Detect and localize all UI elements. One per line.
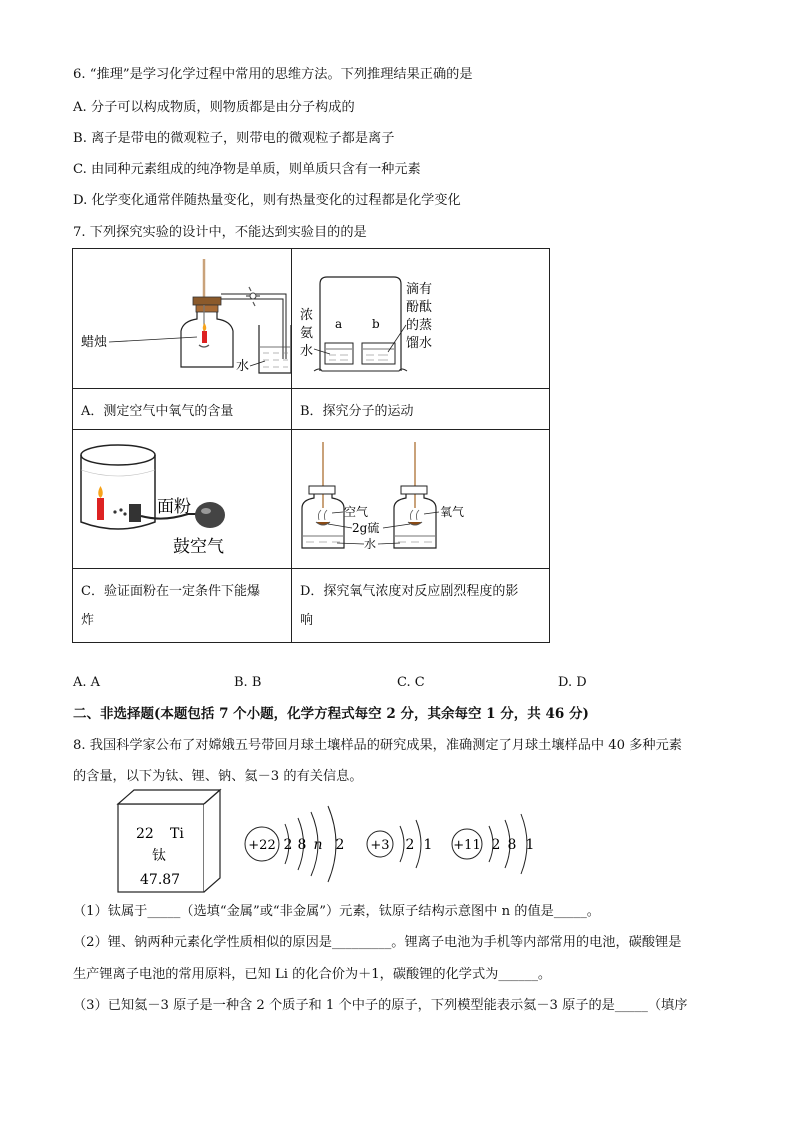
label-flour: 面粉 — [157, 497, 191, 517]
label-sulfur: 2g硫 — [352, 521, 380, 535]
section-heading: 二、非选择题(本题包括 7 个小题，化学方程式每空 2 分，其余每空 1 分，共 46 分) — [73, 706, 589, 722]
na-shell-2: 8 — [507, 837, 517, 853]
ti-atom-structure — [245, 806, 344, 882]
na-atom-structure — [452, 814, 534, 874]
atomic-info-figure — [110, 788, 550, 898]
label-air: 空气 — [344, 505, 369, 519]
label-ammonia-3: 水 — [300, 344, 314, 359]
caption-c-text-2: 炸 — [81, 613, 95, 628]
ti-nucleus: +22 — [248, 838, 276, 853]
caption-b-text: B．探究分子的运动 — [300, 404, 414, 419]
caption-a — [73, 389, 292, 430]
label-phenol-4: 馏水 — [406, 336, 433, 351]
na-nucleus: +11 — [453, 838, 481, 853]
element-name: 钛 — [152, 848, 166, 864]
q6-stem: 6. “推理”是学习化学过程中常用的思维方法。下列推理结果正确的是 — [73, 67, 473, 82]
li-shell-2: 1 — [423, 837, 433, 853]
caption-c — [73, 569, 292, 643]
label-phenol-3: 的蒸 — [406, 318, 433, 333]
q8-part-2-line-2: 生产锂离子电池的常用原料，已知 Li 的化合价为＋1，碳酸锂的化学式为______。 — [73, 967, 552, 982]
caption-c-text-1: C．验证面粉在一定条件下能爆 — [81, 584, 260, 599]
q8-part-2-line-1: （2）锂、钠两种元素化学性质相似的原因是_________。锂离子电池为手机等内部常用的电池，碳酸锂是 — [73, 935, 682, 950]
element-number: 22 — [136, 826, 154, 842]
caption-d — [292, 569, 550, 643]
label-beaker-b: b — [372, 317, 380, 331]
label-candle: 蜡烛 — [81, 335, 108, 350]
q6-option-b: B. 离子是带电的微观粒子，则带电的微观粒子都是离子 — [73, 131, 395, 146]
caption-b — [292, 389, 550, 430]
label-ammonia-1: 浓 — [300, 308, 314, 323]
element-symbol: Ti — [170, 826, 184, 842]
q7-option-a: A. A — [73, 675, 101, 690]
oxygen-concentration-apparatus — [292, 430, 549, 564]
q8-stem-1: 8. 我国科学家公布了对嫦娥五号带回月球土壤样品的研究成果，准确测定了月球土壤样品中 40 多种元素 — [73, 738, 682, 753]
ti-shell-4: 2 — [335, 837, 345, 853]
label-water-a: 水 — [236, 359, 250, 374]
q7-option-b: B. B — [234, 675, 262, 690]
flour-explosion-apparatus — [73, 430, 291, 564]
ti-shell-1: 2 — [283, 837, 293, 853]
experiment-table — [72, 248, 550, 643]
q6-option-a: A. 分子可以构成物质，则物质都是由分子构成的 — [73, 100, 355, 115]
label-phenol-2: 酚酞 — [406, 300, 433, 315]
label-beaker-a: a — [335, 317, 343, 331]
li-nucleus: +3 — [370, 838, 390, 853]
caption-d-text-2: 响 — [300, 613, 314, 628]
molecular-motion-apparatus — [292, 249, 549, 384]
ti-shell-2: 8 — [297, 837, 307, 853]
caption-d-text-1: D．探究氧气浓度对反应剧烈程度的影 — [300, 584, 519, 599]
q6-option-c: C. 由同种元素组成的纯净物是单质，则单质只含有一种元素 — [73, 162, 421, 177]
label-phenol-1: 滴有 — [406, 282, 433, 297]
ti-shell-3: n — [313, 837, 323, 853]
q8-part-1: （1）钛属于_____（选填“金属”或“非金属”）元素，钛原子结构示意图中 n 的值是_____。 — [73, 904, 600, 919]
element-card — [118, 790, 220, 892]
li-atom-structure — [367, 820, 432, 868]
q7-option-c: C. C — [397, 675, 425, 690]
q8-stem-2: 的含量，以下为钛、锂、钠、氦－3 的有关信息。 — [73, 769, 363, 784]
q7-option-d: D. D — [558, 675, 587, 690]
na-shell-1: 2 — [491, 837, 501, 853]
oxygen-content-apparatus — [73, 249, 291, 384]
figure-cell-b — [292, 249, 550, 389]
label-oxygen: 氧气 — [440, 505, 465, 519]
li-shell-1: 2 — [405, 837, 415, 853]
figure-cell-a — [73, 249, 292, 389]
figure-cell-c — [73, 430, 292, 569]
q7-stem: 7. 下列探究实验的设计中，不能达到实验目的的是 — [73, 225, 367, 240]
na-shell-3: 1 — [525, 837, 535, 853]
caption-a-text: A．测定空气中氧气的含量 — [81, 404, 234, 419]
label-water-d: 水 — [364, 537, 377, 551]
label-ammonia-2: 氨 — [300, 326, 314, 341]
figure-cell-d — [292, 430, 550, 569]
label-blow-air: 鼓空气 — [173, 537, 224, 557]
q8-part-3: （3）已知氦－3 原子是一种含 2 个质子和 1 个中子的原子，下列模型能表示氦－3 原子的是_____（填序 — [73, 998, 688, 1013]
element-mass: 47.87 — [140, 872, 181, 888]
q6-option-d: D. 化学变化通常伴随热量变化，则有热量变化的过程都是化学变化 — [73, 193, 461, 208]
